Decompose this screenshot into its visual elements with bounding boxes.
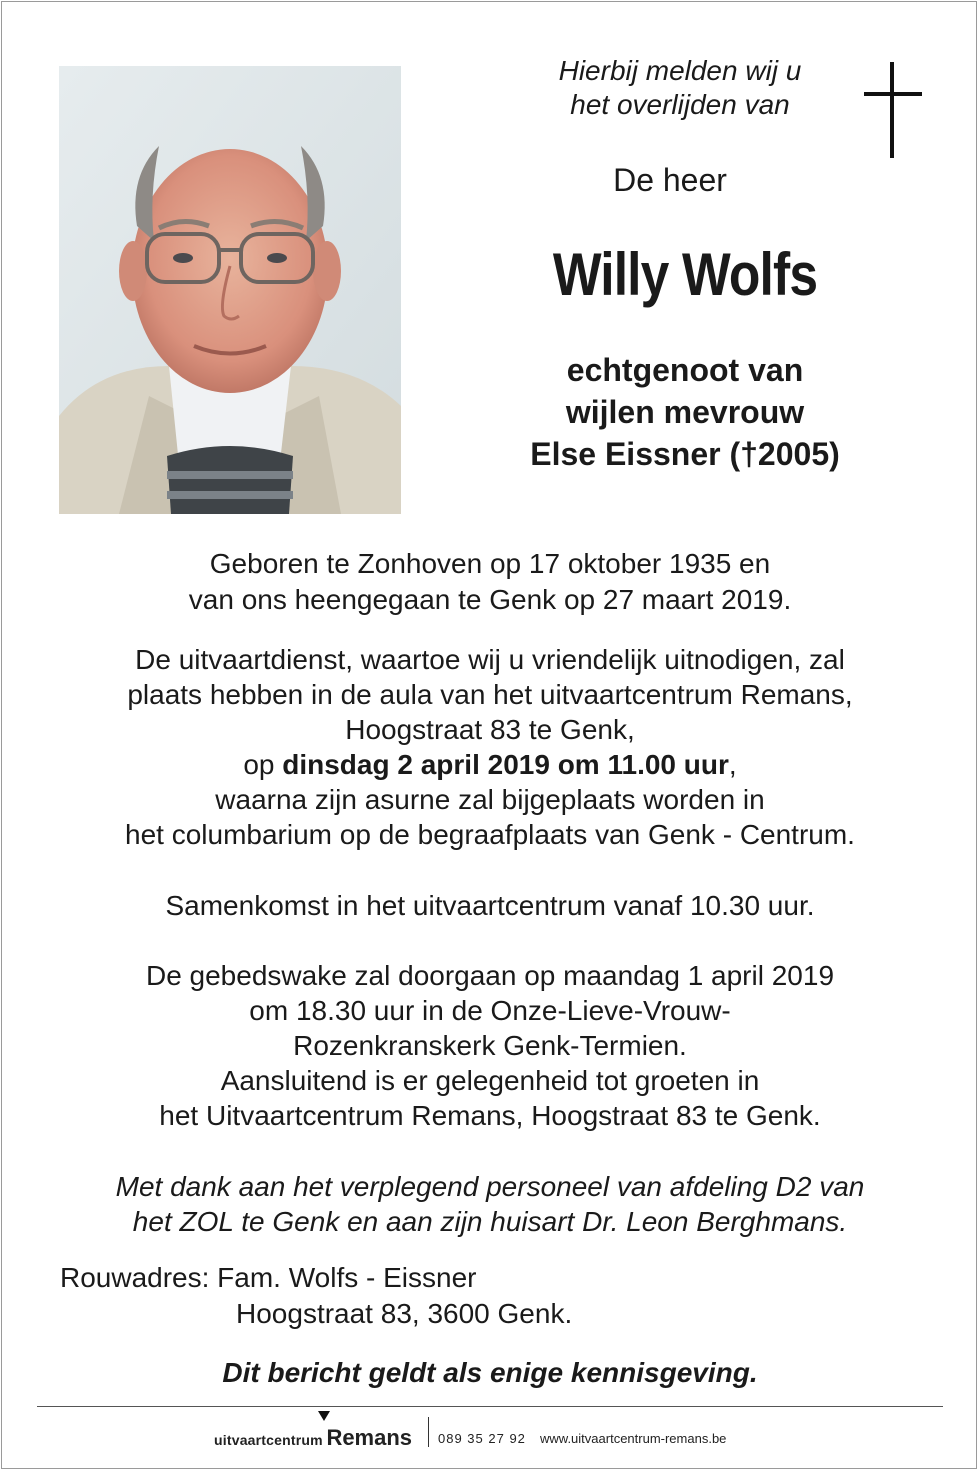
thanks-line-1: Met dank aan het verplegend personeel van afdeling D2 van (115, 1171, 865, 1202)
notice-text: Dit bericht geldt als enige kennisgeving. (222, 1357, 758, 1388)
service-line-4 (40, 749, 940, 781)
wake-line-4: Aansluitend is er gelegenheid tot groeten in (220, 1065, 760, 1096)
service-line-2: plaats hebben in de aula van het uitvaartcentrum Remans, (127, 679, 853, 710)
deceased-name: Willy Wolfs (552, 241, 818, 308)
footer-divider (37, 1406, 943, 1407)
spouse-line-3: Else Eissner (†2005) (530, 436, 840, 472)
birth-line-1: Geboren te Zonhoven op 17 oktober 1935 en (209, 548, 771, 579)
footer-phone: 089 35 27 92 (438, 1431, 526, 1446)
spouse-line-2: wijlen mevrouw (565, 394, 805, 430)
mourning-address-label: Rouwadres: Fam. Wolfs - Eissner (60, 1262, 477, 1293)
intro-line-1: Hierbij melden wij u (558, 55, 802, 86)
mourning-address-line: Hoogstraat 83, 3600 Genk. (236, 1298, 573, 1329)
thanks-line-2: het ZOL te Genk en aan zijn huisart Dr. Leon Berghmans. (132, 1206, 848, 1237)
footer-separator (428, 1417, 429, 1447)
service-date: dinsdag 2 april 2019 om 11.00 uur (282, 749, 729, 780)
intro-text (480, 54, 880, 122)
brand-small: uitvaartcentrum (214, 1432, 323, 1448)
brand-triangle-icon (318, 1411, 330, 1421)
wake-line-5: het Uitvaartcentrum Remans, Hoogstraat 83 te Genk. (159, 1100, 821, 1131)
service-line-6: het columbarium op de begraafplaats van Genk - Centrum. (125, 819, 855, 850)
portrait-photo (59, 66, 401, 514)
brand-logo (214, 1425, 412, 1451)
spouse-info (460, 349, 910, 475)
gathering-line: Samenkomst in het uitvaartcentrum vanaf 10.30 uur. (165, 890, 815, 921)
spouse-line-1: echtgenoot van (566, 352, 804, 388)
service-date-suffix: , (728, 749, 737, 780)
birth-line-2: van ons heengegaan te Genk op 27 maart 2019. (188, 584, 792, 615)
intro-line-2: het overlijden van (570, 89, 790, 120)
service-date-prefix: op (243, 749, 283, 780)
wake-line-1: De gebedswake zal doorgaan op maandag 1 april 2019 (145, 960, 835, 991)
service-line-5: waarna zijn asurne zal bijgeplaats worden in (215, 784, 765, 815)
wake-line-2: om 18.30 uur in de Onze-Lieve-Vrouw- (249, 995, 731, 1026)
footer (214, 1415, 774, 1455)
service-line-3: Hoogstraat 83 te Genk, (345, 714, 635, 745)
wake-line-3: Rozenkranskerk Genk-Termien. (293, 1030, 687, 1061)
service-line-1: De uitvaartdienst, waartoe wij u vriendelijk uitnodigen, zal (135, 644, 845, 675)
brand-big: Remans (326, 1425, 413, 1450)
footer-website[interactable]: www.uitvaartcentrum-remans.be (540, 1431, 727, 1446)
salutation: De heer (613, 162, 727, 198)
